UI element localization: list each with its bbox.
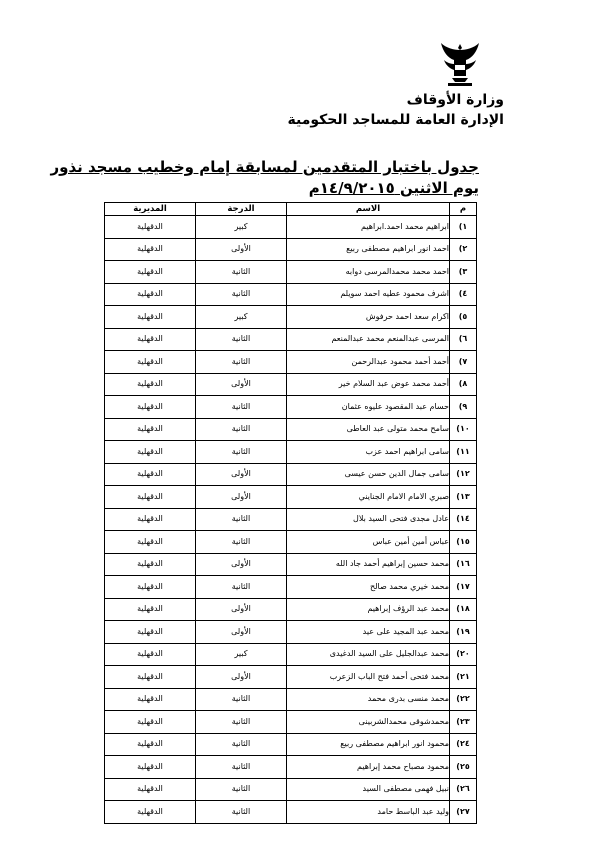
header-num: م bbox=[450, 203, 477, 216]
candidate-name: محمد حسين إبراهيم أحمد جاد الله bbox=[287, 553, 450, 576]
table-row bbox=[105, 306, 477, 329]
candidate-directorate: الدقهلية bbox=[105, 531, 196, 554]
candidate-directorate: الدقهلية bbox=[105, 598, 196, 621]
candidate-directorate: الدقهلية bbox=[105, 351, 196, 374]
candidate-name: أحمد أحمد محمود عبدالرحمن bbox=[287, 351, 450, 374]
row-number: ٢١) bbox=[450, 666, 477, 689]
table-row bbox=[105, 801, 477, 824]
candidate-grade: الثانية bbox=[196, 688, 287, 711]
candidate-grade: الأولى bbox=[196, 621, 287, 644]
candidate-grade: الأولى bbox=[196, 598, 287, 621]
candidate-name: محمدشوقى محمدالشربينى bbox=[287, 711, 450, 734]
department-name: الإدارة العامة للمساجد الحكومية bbox=[287, 112, 504, 128]
table-row bbox=[105, 733, 477, 756]
candidate-name: عباس أمين أمين عباس bbox=[287, 531, 450, 554]
row-number: ٨) bbox=[450, 373, 477, 396]
row-number: ٢٧) bbox=[450, 801, 477, 824]
candidate-grade: الثانية bbox=[196, 778, 287, 801]
candidate-grade: الثانية bbox=[196, 531, 287, 554]
candidate-grade: كبير bbox=[196, 306, 287, 329]
row-number: ١٩) bbox=[450, 621, 477, 644]
table-row bbox=[105, 643, 477, 666]
candidate-grade: الأولى bbox=[196, 553, 287, 576]
table-row bbox=[105, 598, 477, 621]
row-number: ٢٣) bbox=[450, 711, 477, 734]
candidate-directorate: الدقهلية bbox=[105, 553, 196, 576]
row-number: ٧) bbox=[450, 351, 477, 374]
row-number: ١٦) bbox=[450, 553, 477, 576]
ministry-name: وزارة الأوقاف bbox=[406, 92, 504, 108]
candidate-grade: الثانية bbox=[196, 733, 287, 756]
row-number: ١٣) bbox=[450, 486, 477, 509]
table-row bbox=[105, 531, 477, 554]
row-number: ١٧) bbox=[450, 576, 477, 599]
row-number: ١) bbox=[450, 216, 477, 239]
row-number: ١٨) bbox=[450, 598, 477, 621]
candidate-grade: الأولى bbox=[196, 463, 287, 486]
table-row bbox=[105, 238, 477, 261]
candidates-table bbox=[104, 202, 477, 824]
candidate-name: ابراهيم محمد احمد.ابراهيم bbox=[287, 216, 450, 239]
candidate-name: اكرام سعد احمد حرفوش bbox=[287, 306, 450, 329]
row-number: ٢٤) bbox=[450, 733, 477, 756]
row-number: ٣) bbox=[450, 261, 477, 284]
candidate-grade: الثانية bbox=[196, 351, 287, 374]
candidate-directorate: الدقهلية bbox=[105, 328, 196, 351]
table-row bbox=[105, 576, 477, 599]
row-number: ١١) bbox=[450, 441, 477, 464]
row-number: ١٤) bbox=[450, 508, 477, 531]
candidate-name: أحمد محمد عوض عبد السلام خير bbox=[287, 373, 450, 396]
table-row bbox=[105, 418, 477, 441]
candidate-directorate: الدقهلية bbox=[105, 508, 196, 531]
candidate-name: نبيل فهمى مصطفى السيد bbox=[287, 778, 450, 801]
candidate-grade: الثانية bbox=[196, 396, 287, 419]
candidate-grade: الأولى bbox=[196, 238, 287, 261]
candidate-directorate: الدقهلية bbox=[105, 486, 196, 509]
table-body bbox=[105, 216, 477, 824]
candidate-name: سامح محمد متولى عبد العاطى bbox=[287, 418, 450, 441]
row-number: ٤) bbox=[450, 283, 477, 306]
table-row bbox=[105, 351, 477, 374]
candidate-directorate: الدقهلية bbox=[105, 711, 196, 734]
candidate-name: وليد عبد الباسط حامد bbox=[287, 801, 450, 824]
row-number: ١٢) bbox=[450, 463, 477, 486]
table-row bbox=[105, 283, 477, 306]
table-row bbox=[105, 396, 477, 419]
row-number: ١٠) bbox=[450, 418, 477, 441]
candidate-grade: الثانية bbox=[196, 576, 287, 599]
candidate-grade: كبير bbox=[196, 643, 287, 666]
table-row bbox=[105, 621, 477, 644]
table-row bbox=[105, 688, 477, 711]
candidate-name: محمد عبدالجليل على السيد الدغيدى bbox=[287, 643, 450, 666]
table-row bbox=[105, 441, 477, 464]
row-number: ٢٢) bbox=[450, 688, 477, 711]
table-row bbox=[105, 261, 477, 284]
candidate-name: المرسى عبدالمنعم محمد عبدالمنعم bbox=[287, 328, 450, 351]
candidate-name: سامى جمال الدين حسن عيسى bbox=[287, 463, 450, 486]
candidate-name: محمود مصباح محمد إبراهيم bbox=[287, 756, 450, 779]
candidate-name: محمد فتحى أحمد فتح الباب الزعرب bbox=[287, 666, 450, 689]
candidate-directorate: الدقهلية bbox=[105, 463, 196, 486]
candidate-directorate: الدقهلية bbox=[105, 238, 196, 261]
header-name: الاسم bbox=[287, 203, 450, 216]
table-row bbox=[105, 508, 477, 531]
table-row bbox=[105, 756, 477, 779]
candidate-name: محمود انور ابراهيم مصطفى ربيع bbox=[287, 733, 450, 756]
candidate-directorate: الدقهلية bbox=[105, 801, 196, 824]
candidate-grade: الثانية bbox=[196, 328, 287, 351]
candidate-name: محمد خيري محمد صالح bbox=[287, 576, 450, 599]
candidate-name: محمد عبد الرؤف إبراهيم bbox=[287, 598, 450, 621]
candidate-grade: الثانية bbox=[196, 261, 287, 284]
candidate-name: احمد انور ابراهيم مصطفى ربيع bbox=[287, 238, 450, 261]
page-subtitle-date: يوم الاثنين ١٤/٩/٢٠١٥م bbox=[308, 179, 479, 197]
candidate-grade: الأولى bbox=[196, 486, 287, 509]
candidate-name: حسام عبد المقصود عليوه عثمان bbox=[287, 396, 450, 419]
table-row bbox=[105, 553, 477, 576]
candidate-grade: كبير bbox=[196, 216, 287, 239]
candidate-name: محمد منسى بدرى محمد bbox=[287, 688, 450, 711]
page-title: جدول باختبار المتقدمين لمسابقة إمام وخطيب مسجد نذور bbox=[50, 158, 479, 176]
candidate-directorate: الدقهلية bbox=[105, 756, 196, 779]
candidate-directorate: الدقهلية bbox=[105, 396, 196, 419]
candidate-directorate: الدقهلية bbox=[105, 441, 196, 464]
row-number: ٢) bbox=[450, 238, 477, 261]
candidate-grade: الثانية bbox=[196, 418, 287, 441]
candidate-directorate: الدقهلية bbox=[105, 576, 196, 599]
table-row bbox=[105, 216, 477, 239]
candidate-grade: الأولى bbox=[196, 666, 287, 689]
candidate-grade: الثانية bbox=[196, 801, 287, 824]
table-header-row bbox=[105, 203, 477, 216]
row-number: ٩) bbox=[450, 396, 477, 419]
candidate-name: محمد عبد المجيد على عيد bbox=[287, 621, 450, 644]
candidate-name: صبري الامام الامام الجنايني bbox=[287, 486, 450, 509]
table-row bbox=[105, 778, 477, 801]
candidate-name: احمد محمد محمدالمرسى دوابه bbox=[287, 261, 450, 284]
table-row bbox=[105, 666, 477, 689]
candidate-grade: الثانية bbox=[196, 283, 287, 306]
candidate-name: سامى ابراهيم احمد عزب bbox=[287, 441, 450, 464]
table-row bbox=[105, 711, 477, 734]
header-grade: الدرجة bbox=[196, 203, 287, 216]
candidate-directorate: الدقهلية bbox=[105, 778, 196, 801]
candidate-directorate: الدقهلية bbox=[105, 733, 196, 756]
row-number: ٢٦) bbox=[450, 778, 477, 801]
candidate-directorate: الدقهلية bbox=[105, 306, 196, 329]
candidate-directorate: الدقهلية bbox=[105, 688, 196, 711]
candidate-directorate: الدقهلية bbox=[105, 621, 196, 644]
candidate-grade: الثانية bbox=[196, 756, 287, 779]
candidate-directorate: الدقهلية bbox=[105, 373, 196, 396]
candidate-grade: الثانية bbox=[196, 508, 287, 531]
table-row bbox=[105, 463, 477, 486]
row-number: ٢٠) bbox=[450, 643, 477, 666]
row-number: ٥) bbox=[450, 306, 477, 329]
row-number: ٦) bbox=[450, 328, 477, 351]
candidate-grade: الثانية bbox=[196, 711, 287, 734]
candidate-directorate: الدقهلية bbox=[105, 283, 196, 306]
candidate-directorate: الدقهلية bbox=[105, 216, 196, 239]
table-row bbox=[105, 486, 477, 509]
candidate-directorate: الدقهلية bbox=[105, 261, 196, 284]
table-row bbox=[105, 373, 477, 396]
candidate-name: عادل مجدى فتحى السيد بلال bbox=[287, 508, 450, 531]
table-row bbox=[105, 328, 477, 351]
row-number: ١٥) bbox=[450, 531, 477, 554]
candidate-grade: الأولى bbox=[196, 373, 287, 396]
candidate-grade: الثانية bbox=[196, 441, 287, 464]
header-directorate: المديرية bbox=[105, 203, 196, 216]
row-number: ٢٥) bbox=[450, 756, 477, 779]
candidate-directorate: الدقهلية bbox=[105, 643, 196, 666]
candidate-directorate: الدقهلية bbox=[105, 666, 196, 689]
eagle-emblem-icon bbox=[438, 40, 482, 88]
candidate-directorate: الدقهلية bbox=[105, 418, 196, 441]
candidate-name: اشرف محمود عطيه احمد سويلم bbox=[287, 283, 450, 306]
